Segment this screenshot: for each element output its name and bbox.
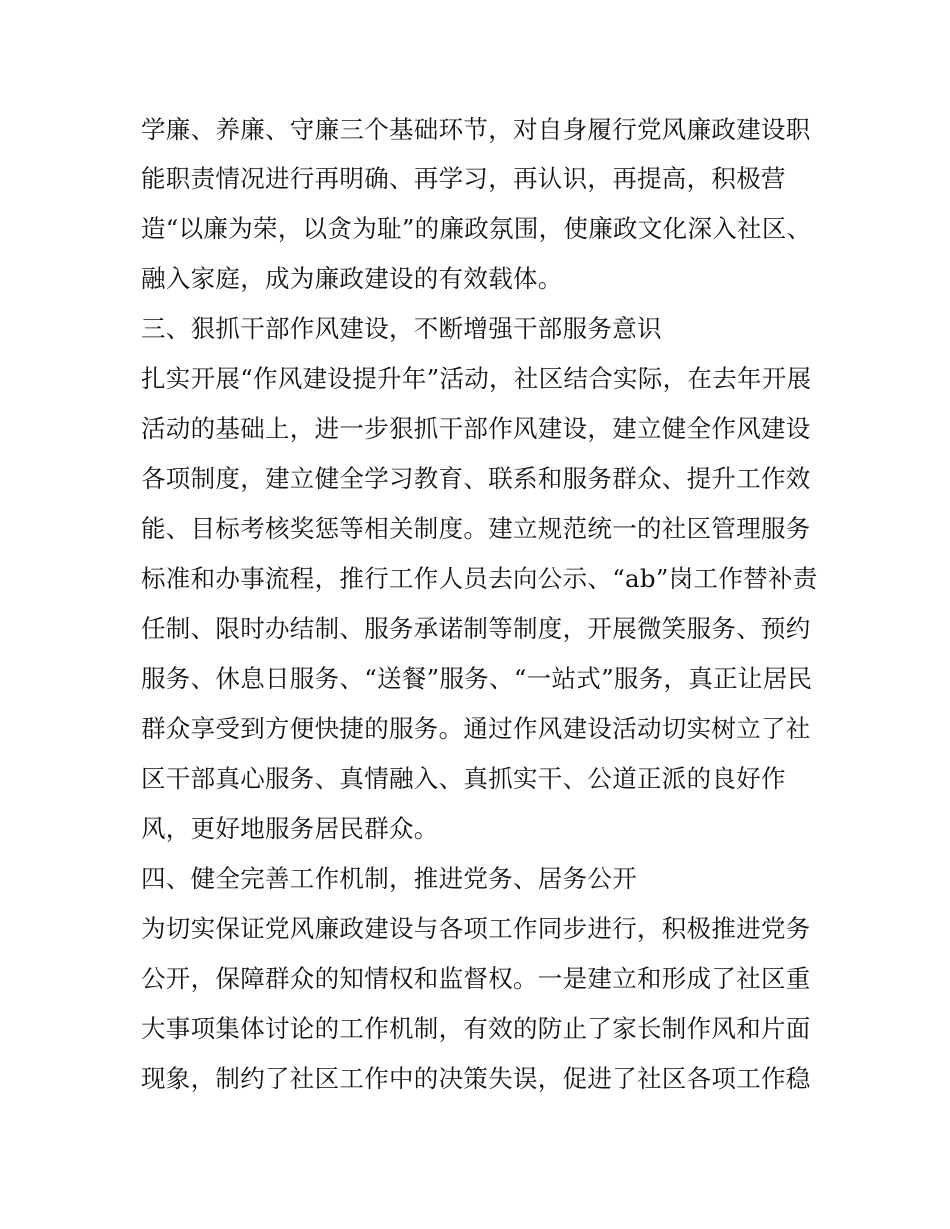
- text-line: 现象，制约了社区工作中的决策失误，促进了社区各项工作稳: [141, 1064, 811, 1093]
- text-line: 服务、休息日服务、“送餐”服务、“一站式”服务，真正让居民: [141, 664, 813, 693]
- text-line: 各项制度，建立健全学习教育、联系和服务群众、提升工作效: [141, 464, 811, 493]
- text-line: 风，更好地服务居民群众。: [141, 814, 439, 843]
- text-line: 能职责情况进行再明确、再学习，再认识，再提高，积极营: [141, 164, 786, 193]
- text-line: 大事项集体讨论的工作机制，有效的防止了家长制作风和片面: [141, 1014, 811, 1043]
- text-line: 造“以廉为荣，以贪为耻”的廉政氛围，使廉政文化深入社区、: [141, 214, 812, 243]
- text-line: 区干部真心服务、真情融入、真抓实干、公道正派的良好作: [141, 764, 786, 793]
- section-heading: 三、狠抓干部作风建设，不断增强干部服务意识: [141, 314, 662, 343]
- text-line: 任制、限时办结制、服务承诺制等制度，开展微笑服务、预约: [141, 614, 811, 643]
- text-line: 标准和办事流程，推行工作人员去向公示、“ab”岗工作替补责: [141, 564, 818, 593]
- text-line: 扎实开展“作风建设提升年”活动，社区结合实际，在去年开展: [141, 364, 812, 393]
- text-line: 能、目标考核奖惩等相关制度。建立规范统一的社区管理服务: [141, 514, 811, 543]
- text-line: 融入家庭，成为廉政建设的有效载体。: [141, 264, 563, 293]
- text-line: 为切实保证党风廉政建设与各项工作同步进行，积极推进党务: [141, 914, 811, 943]
- text-line: 公开，保障群众的知情权和监督权。一是建立和形成了社区重: [141, 964, 811, 993]
- text-line: 群众享受到方便快捷的服务。通过作风建设活动切实树立了社: [141, 714, 811, 743]
- section-heading: 四、健全完善工作机制，推进党务、居务公开: [141, 864, 637, 893]
- text-line: 活动的基础上，进一步狠抓干部作风建设，建立健全作风建设: [141, 414, 811, 443]
- text-line: 学廉、养廉、守廉三个基础环节，对自身履行党风廉政建设职: [141, 115, 811, 144]
